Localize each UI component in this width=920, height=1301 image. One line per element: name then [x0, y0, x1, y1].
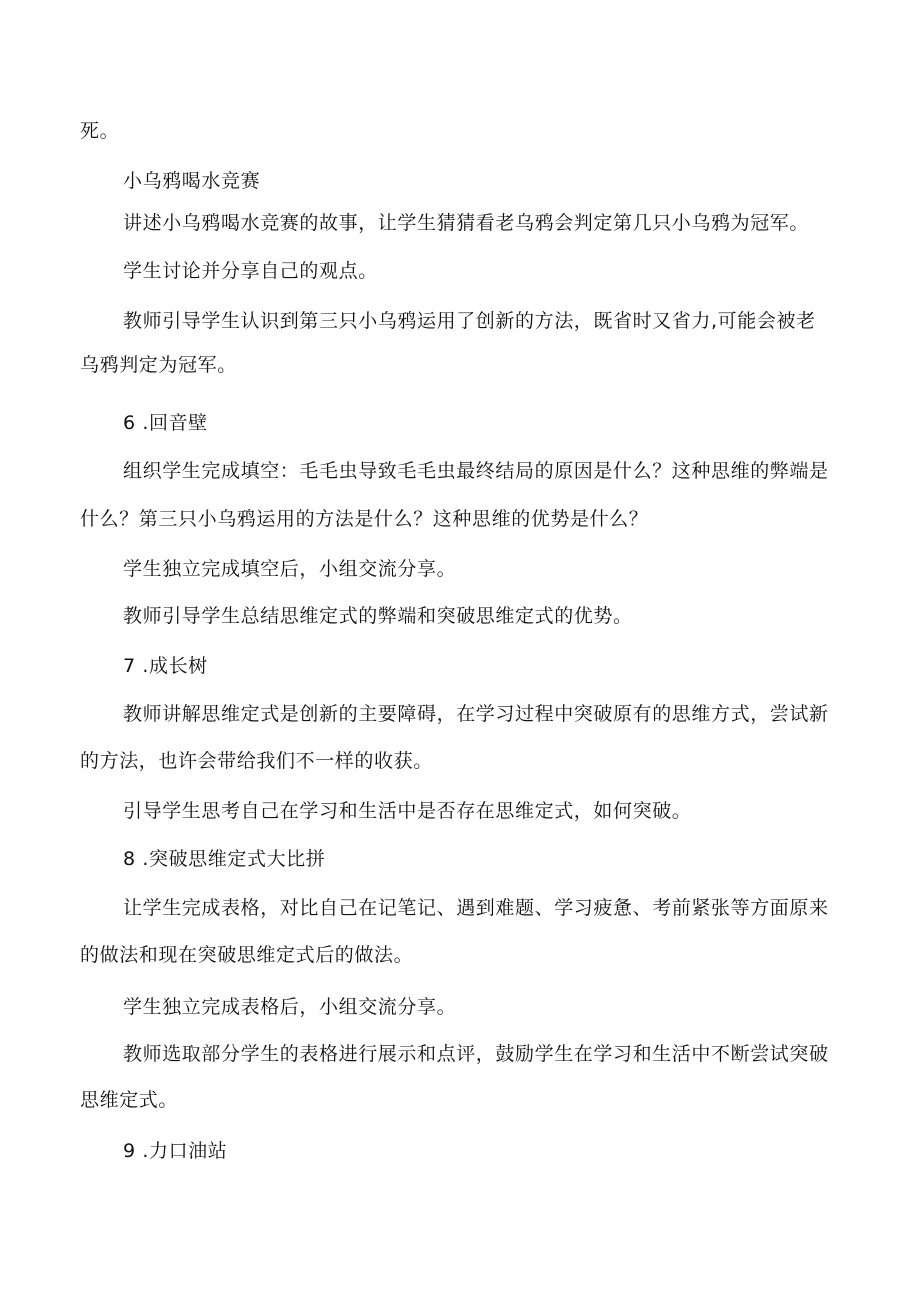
paragraph-line: 教师引导学生总结思维定式的弊端和突破思维定式的优势。 — [123, 605, 633, 627]
paragraph-line: 教师引导学生认识到第三只小乌鸦运用了创新的方法，既省时又省力,可能会被老 — [123, 310, 816, 332]
paragraph-line: 组织学生完成填空：毛毛虫导致毛毛虫最终结局的原因是什么？这种思维的弊端是 — [123, 460, 829, 482]
section-heading-7: 7 .成长树 — [123, 655, 208, 677]
paragraph-line: 学生讨论并分享自己的观点。 — [123, 260, 378, 282]
paragraph-line: 教师选取部分学生的表格进行展示和点评，鼓励学生在学习和生活中不断尝试突破 — [123, 1043, 829, 1065]
paragraph-line-wrap: 的做法和现在突破思维定式后的做法。 — [80, 944, 414, 966]
text-line-continuation: 死。 — [80, 120, 120, 142]
paragraph-line-wrap: 思维定式。 — [80, 1089, 179, 1111]
paragraph-line-wrap: 的方法，也许会带给我们不一样的收获。 — [80, 750, 433, 772]
paragraph-line: 学生独立完成表格后，小组交流分享。 — [123, 996, 457, 1018]
paragraph-line: 让学生完成表格，对比自己在记笔记、遇到难题、学习疲惫、考前紧张等方面原来 — [123, 897, 829, 919]
section-heading-8: 8 .突破思维定式大比拼 — [123, 848, 326, 870]
paragraph-line: 教师讲解思维定式是创新的主要障碍，在学习过程中突破原有的思维方式，尝试新 — [123, 703, 829, 725]
paragraph-line: 学生独立完成填空后，小组交流分享。 — [123, 558, 457, 580]
paragraph-line: 引导学生思考自己在学习和生活中是否存在思维定式，如何突破。 — [123, 800, 692, 822]
paragraph-line-wrap: 什么？第三只小乌鸦运用的方法是什么？这种思维的优势是什么？ — [80, 508, 649, 530]
section-heading-9: 9 .力口油站 — [123, 1140, 228, 1162]
section-subtitle: 小乌鸦喝水竞赛 — [123, 170, 261, 192]
paragraph-line: 讲述小乌鸦喝水竞赛的故事，让学生猜猜看老乌鸦会判定第几只小乌鸦为冠军。 — [123, 212, 810, 234]
paragraph-line-wrap: 乌鸦判定为冠军。 — [80, 354, 237, 376]
section-heading-6: 6 .回音壁 — [123, 412, 208, 434]
